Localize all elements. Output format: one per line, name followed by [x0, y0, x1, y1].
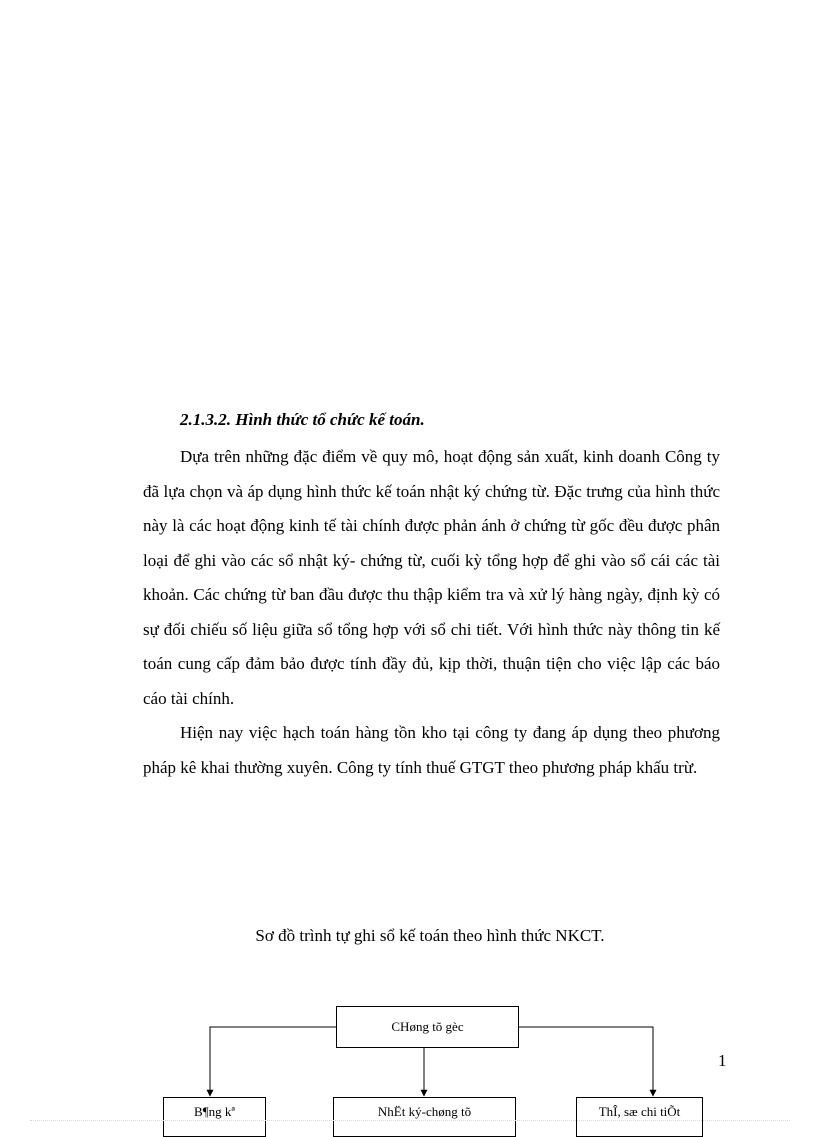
- diagram-box-right: ThÎ, sæ chi tiÕt: [576, 1097, 703, 1137]
- page-footer-divider: [30, 1120, 790, 1121]
- diagram-caption: Sơ đồ trình tự ghi sổ kế toán theo hình thức NKCT.: [255, 926, 605, 945]
- paragraph: Dựa trên những đặc điểm về quy mô, hoạt động sản xuất, kinh doanh Công ty đã lựa chọn và áp dụng hình thức kế toán nhật ký chứng từ. Đặc trưng của hình thức này là các hoạt động kinh tế tài chính được phản ánh ở chứng từ gốc đều được phân loại để ghi vào các sổ nhật ký- chứng từ, cuối kỳ tổng hợp để ghi vào sổ cái các tài khoản. Các chứng từ ban đầu được thu thập kiểm tra và xử lý hàng ngày, định kỳ có sự đối chiếu số liệu giữa sổ tổng hợp với sổ chi tiết. Với hình thức này thông tin kế toán cung cấp đảm bảo được tính đầy đủ, kịp thời, thuận tiện cho việc lập các báo cáo tài chính.: [143, 447, 720, 708]
- page-number: 1: [718, 1051, 727, 1070]
- diagram-box-root: CHøng tõ gèc: [336, 1006, 519, 1048]
- diagram-box-middle: NhËt ký-chøng tõ: [333, 1097, 516, 1137]
- section-heading: 2.1.3.2. Hình thức tổ chức kế toán.: [180, 410, 425, 429]
- section-body: [143, 440, 720, 785]
- connector-right: [519, 1027, 653, 1096]
- diagram-box-left: B¶ng kª: [163, 1097, 266, 1137]
- paragraph: Hiện nay việc hạch toán hàng tồn kho tại công ty đang áp dụng theo phương pháp kê khai thường xuyên. Công ty tính thuế GTGT theo phương pháp khấu trừ.: [143, 723, 720, 777]
- connector-left: [210, 1027, 336, 1096]
